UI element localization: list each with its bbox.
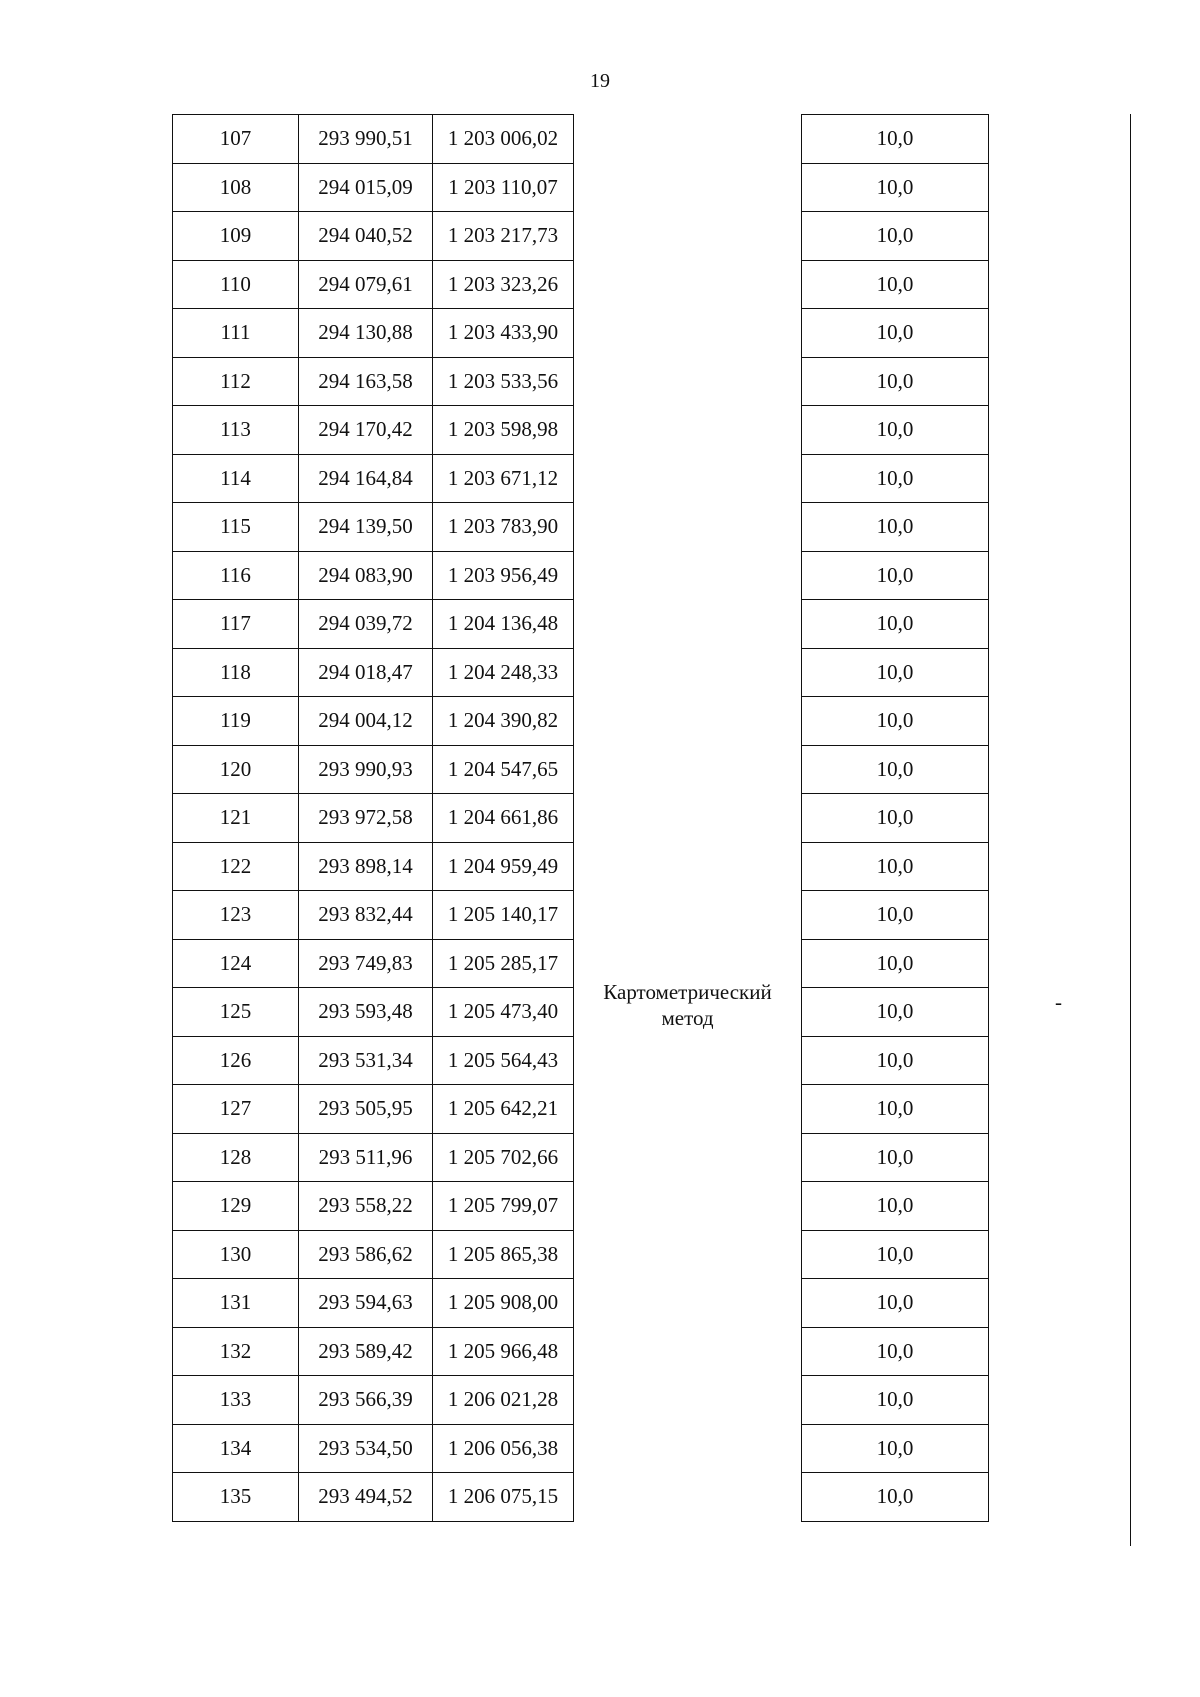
table-row xyxy=(802,1085,989,1134)
table-row xyxy=(802,1279,989,1328)
point-number-cell: 134 xyxy=(173,1424,299,1473)
x-coordinate-cell: 294 139,50 xyxy=(299,503,433,552)
x-coordinate-cell: 293 832,44 xyxy=(299,891,433,940)
accuracy-cell: 10,0 xyxy=(802,794,989,843)
y-coordinate-cell: 1 206 021,28 xyxy=(433,1376,574,1425)
y-coordinate-cell: 1 203 433,90 xyxy=(433,309,574,358)
x-coordinate-cell: 293 749,83 xyxy=(299,939,433,988)
table-row xyxy=(173,648,574,697)
table-row xyxy=(802,1376,989,1425)
y-coordinate-cell: 1 203 671,12 xyxy=(433,454,574,503)
table-row xyxy=(802,551,989,600)
point-number-cell: 114 xyxy=(173,454,299,503)
x-coordinate-cell: 294 163,58 xyxy=(299,357,433,406)
point-number-cell: 118 xyxy=(173,648,299,697)
accuracy-cell: 10,0 xyxy=(802,648,989,697)
x-coordinate-cell: 294 079,61 xyxy=(299,260,433,309)
table-row xyxy=(173,163,574,212)
table-row xyxy=(173,1327,574,1376)
point-number-cell: 126 xyxy=(173,1036,299,1085)
accuracy-cell: 10,0 xyxy=(802,1230,989,1279)
x-coordinate-cell: 294 083,90 xyxy=(299,551,433,600)
accuracy-table xyxy=(801,114,989,1522)
table-row xyxy=(173,260,574,309)
point-number-cell: 128 xyxy=(173,1133,299,1182)
table-row xyxy=(802,454,989,503)
point-number-cell: 111 xyxy=(173,309,299,358)
point-number-cell: 109 xyxy=(173,212,299,261)
table-row xyxy=(173,1230,574,1279)
table-row xyxy=(173,697,574,746)
x-coordinate-cell: 294 130,88 xyxy=(299,309,433,358)
page-number: 19 xyxy=(590,70,610,92)
x-coordinate-cell: 294 164,84 xyxy=(299,454,433,503)
table-row xyxy=(173,988,574,1037)
x-coordinate-cell: 294 039,72 xyxy=(299,600,433,649)
x-coordinate-cell: 293 594,63 xyxy=(299,1279,433,1328)
table-row xyxy=(802,648,989,697)
table-row xyxy=(802,1473,989,1522)
table-row xyxy=(173,745,574,794)
table-row xyxy=(802,503,989,552)
y-coordinate-cell: 1 204 136,48 xyxy=(433,600,574,649)
x-coordinate-cell: 293 586,62 xyxy=(299,1230,433,1279)
accuracy-cell: 10,0 xyxy=(802,551,989,600)
x-coordinate-cell: 294 004,12 xyxy=(299,697,433,746)
x-coordinate-cell: 294 015,09 xyxy=(299,163,433,212)
table-row xyxy=(173,406,574,455)
point-number-cell: 112 xyxy=(173,357,299,406)
accuracy-cell: 10,0 xyxy=(802,212,989,261)
point-number-cell: 130 xyxy=(173,1230,299,1279)
coordinates-table-body xyxy=(173,115,574,1522)
table-row xyxy=(802,1036,989,1085)
table-row xyxy=(173,891,574,940)
x-coordinate-cell: 293 511,96 xyxy=(299,1133,433,1182)
y-coordinate-cell: 1 205 908,00 xyxy=(433,1279,574,1328)
table-row xyxy=(173,551,574,600)
y-coordinate-cell: 1 204 390,82 xyxy=(433,697,574,746)
point-number-cell: 122 xyxy=(173,842,299,891)
table-row xyxy=(173,212,574,261)
point-number-cell: 110 xyxy=(173,260,299,309)
table-row xyxy=(802,745,989,794)
y-coordinate-cell: 1 203 217,73 xyxy=(433,212,574,261)
accuracy-cell: 10,0 xyxy=(802,1085,989,1134)
table-row xyxy=(173,454,574,503)
x-coordinate-cell: 293 531,34 xyxy=(299,1036,433,1085)
point-number-cell: 119 xyxy=(173,697,299,746)
accuracy-cell: 10,0 xyxy=(802,939,989,988)
accuracy-cell: 10,0 xyxy=(802,503,989,552)
table-row xyxy=(802,1182,989,1231)
table-row xyxy=(802,1133,989,1182)
table-row xyxy=(802,357,989,406)
y-coordinate-cell: 1 203 110,07 xyxy=(433,163,574,212)
point-number-cell: 113 xyxy=(173,406,299,455)
accuracy-cell: 10,0 xyxy=(802,115,989,164)
x-coordinate-cell: 293 558,22 xyxy=(299,1182,433,1231)
accuracy-cell: 10,0 xyxy=(802,1376,989,1425)
x-coordinate-cell: 294 170,42 xyxy=(299,406,433,455)
table-row xyxy=(173,939,574,988)
y-coordinate-cell: 1 205 642,21 xyxy=(433,1085,574,1134)
y-coordinate-cell: 1 203 956,49 xyxy=(433,551,574,600)
point-number-cell: 116 xyxy=(173,551,299,600)
y-coordinate-cell: 1 203 533,56 xyxy=(433,357,574,406)
table-row xyxy=(173,1036,574,1085)
table-row xyxy=(173,503,574,552)
table-row xyxy=(173,1376,574,1425)
x-coordinate-cell: 294 040,52 xyxy=(299,212,433,261)
point-number-cell: 107 xyxy=(173,115,299,164)
table-row xyxy=(802,794,989,843)
method-label: Картометрический метод xyxy=(603,980,772,1030)
y-coordinate-cell: 1 204 959,49 xyxy=(433,842,574,891)
accuracy-cell: 10,0 xyxy=(802,697,989,746)
y-coordinate-cell: 1 205 865,38 xyxy=(433,1230,574,1279)
table-row xyxy=(173,1182,574,1231)
table-row xyxy=(802,163,989,212)
table-row xyxy=(802,212,989,261)
table-row xyxy=(802,988,989,1037)
y-coordinate-cell: 1 205 473,40 xyxy=(433,988,574,1037)
table-row xyxy=(173,1473,574,1522)
table-row xyxy=(173,1424,574,1473)
y-coordinate-cell: 1 206 075,15 xyxy=(433,1473,574,1522)
y-coordinate-cell: 1 203 323,26 xyxy=(433,260,574,309)
table-row xyxy=(802,1230,989,1279)
accuracy-cell: 10,0 xyxy=(802,406,989,455)
accuracy-cell: 10,0 xyxy=(802,745,989,794)
accuracy-cell: 10,0 xyxy=(802,454,989,503)
accuracy-cell: 10,0 xyxy=(802,600,989,649)
coordinates-table xyxy=(172,114,574,1522)
y-coordinate-cell: 1 205 140,17 xyxy=(433,891,574,940)
x-coordinate-cell: 293 990,93 xyxy=(299,745,433,794)
accuracy-cell: 10,0 xyxy=(802,1279,989,1328)
point-number-cell: 125 xyxy=(173,988,299,1037)
table-row xyxy=(802,115,989,164)
table-row xyxy=(802,309,989,358)
point-number-cell: 132 xyxy=(173,1327,299,1376)
y-coordinate-cell: 1 203 598,98 xyxy=(433,406,574,455)
point-number-cell: 115 xyxy=(173,503,299,552)
empty-value-dash: - xyxy=(1055,990,1062,1014)
point-number-cell: 124 xyxy=(173,939,299,988)
table-row xyxy=(802,842,989,891)
point-number-cell: 117 xyxy=(173,600,299,649)
table-row xyxy=(802,939,989,988)
accuracy-cell: 10,0 xyxy=(802,357,989,406)
table-row xyxy=(173,309,574,358)
accuracy-cell: 10,0 xyxy=(802,842,989,891)
table-row xyxy=(802,1327,989,1376)
x-coordinate-cell: 293 990,51 xyxy=(299,115,433,164)
table-row xyxy=(173,842,574,891)
table-row xyxy=(173,1133,574,1182)
point-number-cell: 131 xyxy=(173,1279,299,1328)
y-coordinate-cell: 1 204 248,33 xyxy=(433,648,574,697)
table-row xyxy=(802,1424,989,1473)
accuracy-cell: 10,0 xyxy=(802,1327,989,1376)
accuracy-cell: 10,0 xyxy=(802,1473,989,1522)
point-number-cell: 135 xyxy=(173,1473,299,1522)
accuracy-cell: 10,0 xyxy=(802,1182,989,1231)
y-coordinate-cell: 1 204 661,86 xyxy=(433,794,574,843)
accuracy-cell: 10,0 xyxy=(802,309,989,358)
table-row xyxy=(173,1085,574,1134)
x-coordinate-cell: 293 972,58 xyxy=(299,794,433,843)
accuracy-cell: 10,0 xyxy=(802,1133,989,1182)
right-border-line xyxy=(1130,114,1131,1546)
y-coordinate-cell: 1 205 799,07 xyxy=(433,1182,574,1231)
y-coordinate-cell: 1 205 564,43 xyxy=(433,1036,574,1085)
table-row xyxy=(802,406,989,455)
x-coordinate-cell: 293 589,42 xyxy=(299,1327,433,1376)
point-number-cell: 133 xyxy=(173,1376,299,1425)
accuracy-cell: 10,0 xyxy=(802,891,989,940)
accuracy-cell: 10,0 xyxy=(802,1036,989,1085)
accuracy-cell: 10,0 xyxy=(802,163,989,212)
accuracy-cell: 10,0 xyxy=(802,260,989,309)
x-coordinate-cell: 293 505,95 xyxy=(299,1085,433,1134)
table-row xyxy=(802,260,989,309)
x-coordinate-cell: 293 566,39 xyxy=(299,1376,433,1425)
point-number-cell: 121 xyxy=(173,794,299,843)
accuracy-table-body xyxy=(802,115,989,1522)
accuracy-cell: 10,0 xyxy=(802,1424,989,1473)
table-row xyxy=(173,794,574,843)
y-coordinate-cell: 1 205 285,17 xyxy=(433,939,574,988)
accuracy-cell: 10,0 xyxy=(802,988,989,1037)
table-row xyxy=(173,115,574,164)
table-row xyxy=(802,891,989,940)
point-number-cell: 108 xyxy=(173,163,299,212)
point-number-cell: 127 xyxy=(173,1085,299,1134)
point-number-cell: 120 xyxy=(173,745,299,794)
y-coordinate-cell: 1 203 006,02 xyxy=(433,115,574,164)
point-number-cell: 123 xyxy=(173,891,299,940)
table-row xyxy=(173,1279,574,1328)
table-row xyxy=(173,357,574,406)
x-coordinate-cell: 293 898,14 xyxy=(299,842,433,891)
x-coordinate-cell: 293 494,52 xyxy=(299,1473,433,1522)
y-coordinate-cell: 1 203 783,90 xyxy=(433,503,574,552)
table-row xyxy=(802,697,989,746)
x-coordinate-cell: 294 018,47 xyxy=(299,648,433,697)
point-number-cell: 129 xyxy=(173,1182,299,1231)
x-coordinate-cell: 293 534,50 xyxy=(299,1424,433,1473)
y-coordinate-cell: 1 205 702,66 xyxy=(433,1133,574,1182)
y-coordinate-cell: 1 205 966,48 xyxy=(433,1327,574,1376)
table-row xyxy=(173,600,574,649)
y-coordinate-cell: 1 206 056,38 xyxy=(433,1424,574,1473)
table-row xyxy=(802,600,989,649)
x-coordinate-cell: 293 593,48 xyxy=(299,988,433,1037)
y-coordinate-cell: 1 204 547,65 xyxy=(433,745,574,794)
